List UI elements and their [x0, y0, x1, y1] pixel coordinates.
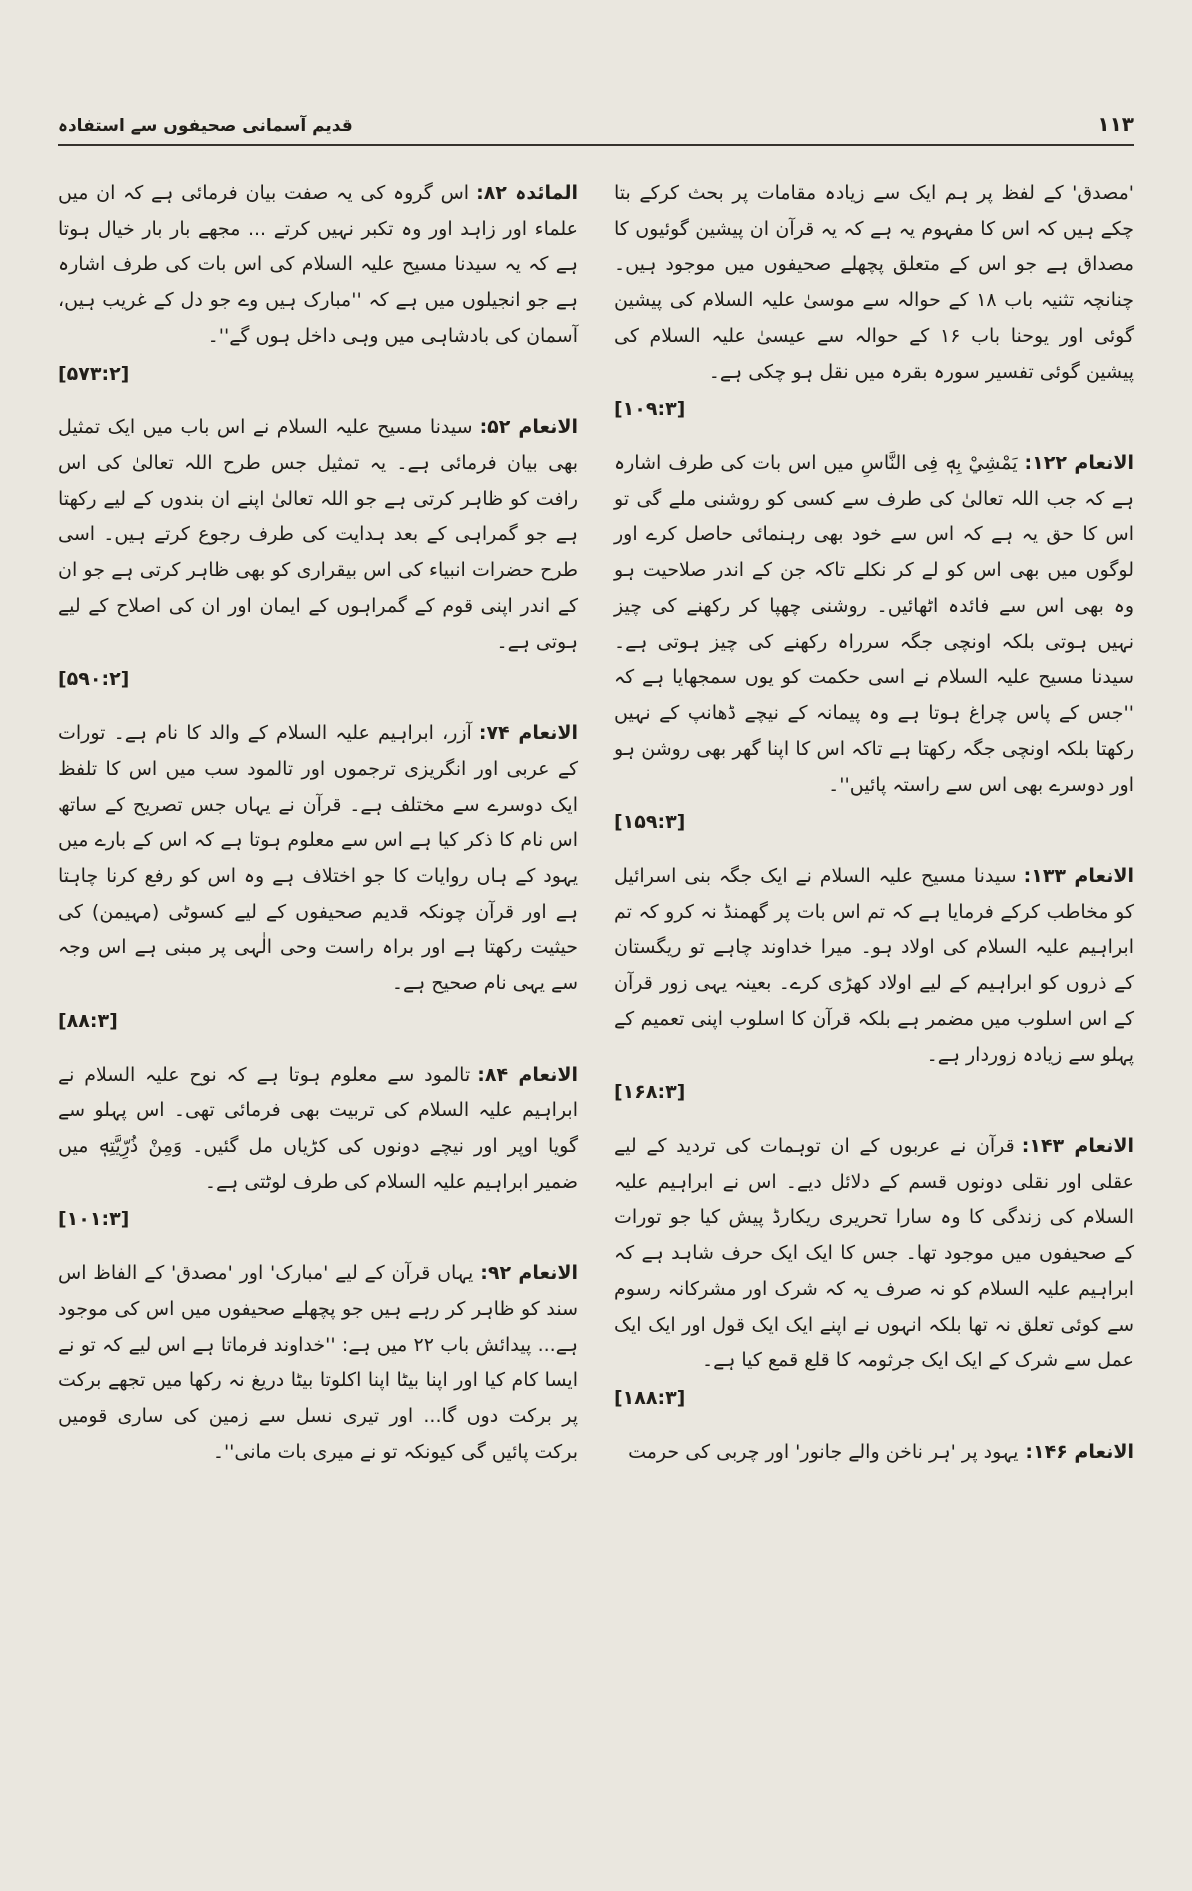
entry-alanam-133: [614, 859, 1134, 1111]
entry-ref: [۵۷۳:۲]: [58, 362, 130, 385]
entry-body: آزر، ابراہیم علیہ السلام کے والد کا نام ہے۔ تورات کے عربی اور انگریزی ترجموں اور تالمود سب میں اس کا تلفظ ایک دوسرے سے مختلف ہے۔ قرآن نے یہاں جس تصریح کے ساتھ اس نام کا ذکر کیا ہے اس سے معلوم ہوتا ہے کہ اس کے بارے میں یہود کے ہاں روایات کا جو اختلاف ہے وہ اس کو رفع کرنا چاہتا ہے اور قرآن چونکہ قدیم صحیفوں کے لیے کسوٹی (مہیمن) کی حیثیت رکھتا ہے اور براہ راست وحی الٰہی پر مبنی ہے اس وجہ سے یہی نام صحیح ہے۔: [58, 722, 578, 995]
entry-body: سیدنا مسیح علیہ السلام نے اس باب میں ایک تمثیل بھی بیان فرمائی ہے۔ یہ تمثیل جس طرح اللہ تعالیٰ کی اس رافت کو ظاہر کرتی ہے جو اللہ تعالیٰ اپنے ان بندوں کے لیے رکھتا ہے جو گمراہی کے بعد ہدایت کی طرف رجوع کرتے ہیں۔ اسی طرح حضرات انبیاء کی اس بیقراری کو بھی ظاہر کرتی ہے جو ان کے اندر اپنی قوم کے گمراہوں کے ایمان اور ان کی اصلاح کے لیے ہوتی ہے۔: [58, 416, 578, 653]
entry-heading: الانعام ۱۳۳:: [1023, 864, 1134, 887]
entry-body: 'مصدق' کے لفظ پر ہم ایک سے زیادہ مقامات پر بحث کرکے بتا چکے ہیں کہ اس کا مفہوم یہ ہے کہ یہ قرآن ان پیشین گوئیوں کا مصداق ہے جو اس کے متعلق پچھلے صحیفوں میں موجود ہیں۔ چنانچہ تثنیہ باب ۱۸ کے حوالہ سے موسیٰ علیہ السلام کی پیشین گوئی اور یوحنا باب ۱۶ کے حوالہ سے عیسیٰ علیہ السلام کی پیشین گوئی تفسیر سورہ بقرہ میں نقل ہو چکی ہے۔: [614, 182, 1135, 383]
right-column: [58, 176, 578, 1488]
entry-body: یہود پر 'ہر ناخن والے جانور' اور چربی کی حرمت: [628, 1440, 1019, 1463]
entry-body: تالمود سے معلوم ہوتا ہے کہ نوح علیہ السلام نے ابراہیم علیہ السلام کی تربیت بھی فرمائی تھی۔ اس پہلو سے گویا اوپر اور نیچے دونوں کی کڑیاں مل گئیں۔ وَمِنْ ذُرِّيَّتِهٖ میں ضمیر ابراہیم علیہ السلام کی طرف لوٹتی ہے۔: [58, 1063, 578, 1193]
header-rule: [58, 144, 1134, 146]
left-column: [614, 176, 1134, 1488]
entry-heading: الانعام ۸۴:: [477, 1063, 578, 1086]
entry-ref: [۱۰۹:۳]: [614, 398, 686, 421]
entry-ref: [۸۸:۳]: [58, 1009, 118, 1032]
entry-ref: [۱۵۹:۳]: [614, 811, 686, 834]
running-title: قدیم آسمانی صحیفوں سے استفادہ: [58, 116, 353, 136]
entry-ref: [۱۸۸:۳]: [614, 1387, 686, 1409]
page-number: ۱۱۳: [1097, 112, 1134, 136]
entry-heading: الانعام ۹۲:: [480, 1262, 578, 1285]
entry-alanam-143: [614, 1129, 1134, 1417]
entry-heading: الانعام ۱۲۲:: [1024, 452, 1135, 475]
entry-alanam-122: [614, 446, 1134, 841]
entry-ref: [۱۶۸:۳]: [614, 1081, 686, 1104]
entry-heading: المائدہ ۸۲:: [476, 182, 578, 204]
entry-body: قرآن نے عربوں کے ان توہمات کی تردید کے لیے عقلی اور نقلی دونوں قسم کے دلائل دیے۔ اس نے ابراہیم علیہ السلام کی زندگی کا وہ سارا تحریری ریکارڈ پیش کیا جو تورات کے صحیفوں میں موجود تھا۔ جس کا ایک ایک حرف شاہد ہے کہ ابراہیم علیہ السلام کو نہ صرف یہ کہ شرک اور مشرکانہ رسوم سے کوئی تعلق نہ تھا بلکہ انہوں نے اپنے ایک ایک قول اور ایک ایک عمل سے شرک کے ایک ایک جرثومہ کا قلع قمع کیا ہے۔: [614, 1134, 1134, 1372]
page-body: [58, 176, 1134, 1488]
entry-body: يَمْشِيْ بِهٖ فِی النَّاسِ میں اس بات کی طرف اشارہ ہے کہ جب اللہ تعالیٰ کی طرف سے کسی کو روشنی ملے گی تو اس کا حق یہ ہے کہ اس سے خود بھی رہنمائی حاصل کرے اور لوگوں میں بھی اس کو لے کر نکلے تاکہ جن کے اندر صلاحیت ہو وہ بھی اس سے فائدہ اٹھائیں۔ روشنی چھپا کر رکھنے کی چیز نہیں ہوتی بلکہ اونچی جگہ سرراہ رکھنے کی چیز ہوتی ہے۔ سیدنا مسیح علیہ السلام نے اسی حکمت کو یوں سمجھایا ہے کہ ''جس کے پاس چراغ ہوتا ہے وہ پیمانہ کے نیچے ڈھانپ کے نہیں رکھتا بلکہ اونچی جگہ رکھتا ہے تاکہ اس کا اپنا گھر بھی روشن ہو اور دوسرے بھی اس سے راستہ پائیں''۔: [614, 452, 1134, 796]
entry-heading: الانعام ۷۴:: [478, 722, 579, 745]
entry-musaddiq-continuation: [614, 176, 1134, 428]
entry-alanam-74: [58, 716, 578, 1039]
entry-body: یہاں قرآن کے لیے 'مبارک' اور 'مصدق' کے الفاظ اس سند کو ظاہر کر رہے ہیں جو پچھلے صحیفوں میں اس کی موجود ہے... پیدائش باب ۲۲ میں ہے: ''خداوند فرماتا ہے اس لیے کہ تو نے ایسا کام کیا اور اپنا بیٹا اپنا اکلوتا بیٹا دریغ نہ رکھا میں تجھے برکت پر برکت دوں گا... اور تیری نسل سے زمین کی ساری قومیں برکت پائیں گی کیونکہ تو نے میری بات مانی''۔: [58, 1262, 578, 1463]
entry-heading: الانعام ۵۲:: [479, 416, 578, 439]
entry-heading: الانعام ۱۴۶:: [1025, 1440, 1134, 1463]
entry-ref: [۱۰۱:۳]: [58, 1208, 130, 1231]
entry-alanam-52: [58, 410, 578, 698]
entry-body: اس گروہ کی یہ صفت بیان فرمائی ہے کہ ان میں علماء اور زاہد اور وہ تکبر نہیں کرتے ... مجھے بار بار خیال ہوتا ہے کہ یہ سیدنا مسیح علیہ السلام کی اس بات کی طرف اشارہ ہے جو انجیلوں میں ہے کہ ''مبارک ہیں وے جو دل کے غریب ہیں، آسمان کی بادشاہی میں وہی داخل ہوں گے''۔: [58, 182, 578, 347]
entry-alanam-146: [614, 1435, 1134, 1471]
page-header: [58, 112, 1134, 136]
entry-almaidah-82: [58, 176, 578, 392]
entry-heading: الانعام ۱۴۳:: [1021, 1134, 1134, 1157]
entry-ref: [۵۹۰:۲]: [58, 668, 130, 691]
entry-body: سیدنا مسیح علیہ السلام نے ایک جگہ بنی اسرائیل کو مخاطب کرکے فرمایا ہے کہ تم اس بات پر گھمنڈ نہ کرو کہ تم ابراہیم علیہ السلام کی اولاد ہو۔ میرا خداوند چاہے تو ریگستان کے ذروں کو ابراہیم کے لیے اولاد کھڑی کرے۔ بعینہ یہی زور قرآن کے اس اسلوب میں مضمر ہے بلکہ قرآن کا اسلوب اپنی تعمیم کے پہلو سے زیادہ زوردار ہے۔: [614, 864, 1134, 1066]
entry-alanam-92: [58, 1256, 578, 1470]
entry-alanam-84: [58, 1058, 578, 1239]
